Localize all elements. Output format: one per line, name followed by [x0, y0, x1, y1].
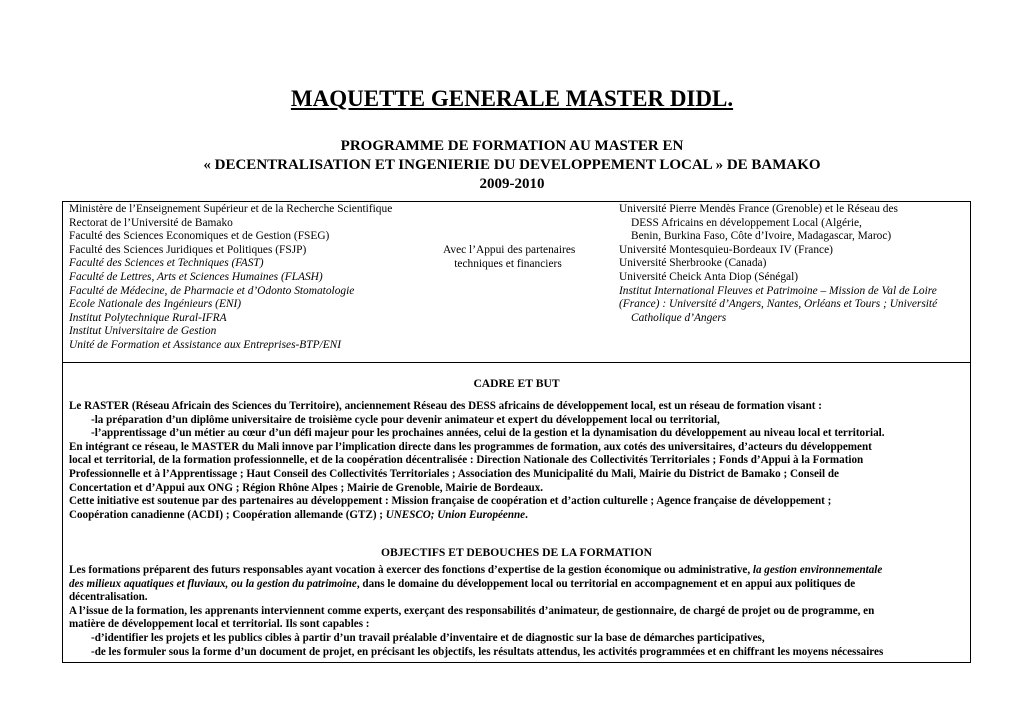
partner-item: (France) : Université d’Angers, Nantes, Orléans et Tours ; Université	[619, 298, 938, 311]
subtitle-line-2: « DECENTRALISATION ET INGENIERIE DU DEVELOPPEMENT LOCAL » DE BAMAKO	[203, 157, 821, 173]
partner-item: Université Pierre Mendès France (Grenoble) et le Réseau des	[619, 203, 898, 215]
partners-table	[62, 201, 971, 363]
content-section	[62, 362, 971, 663]
partner-item: Faculté des Sciences Economiques et de Gestion (FSEG)	[69, 230, 330, 243]
text-line: matière de développement local et territorial. Ils sont capables :	[69, 618, 370, 631]
text-line	[69, 509, 885, 523]
partner-item: Catholique d’Angers	[631, 311, 727, 324]
cadre-heading: CADRE ET BUT	[473, 377, 560, 390]
text-span: , dans le domaine du développement local ou territorial en accompagnement et en appui aux politiques de	[356, 577, 856, 590]
support-label: techniques et financiers	[454, 257, 562, 270]
text-line	[69, 578, 883, 592]
subtitle-year: 2009-2010	[479, 176, 545, 192]
text-line: -de les formuler sous la forme d’un document de projet, en précisant les objectifs, les résultats attendus, les activités programmées et en chiffrant les moyens nécessaires	[91, 645, 884, 658]
text-span-italic: UNESCO; Union Européenne	[385, 508, 526, 521]
partners-middle-column	[443, 244, 576, 271]
partner-item: Institut Polytechnique Rural-IFRA	[69, 311, 227, 324]
text-span: Les formations préparent des futurs responsables ayant vocation à exercer des fonctions d’expertise de la gestion économique ou administrative,	[69, 564, 753, 576]
text-line: Le RASTER (Réseau Africain des Sciences du Territoire), anciennement Réseau des DESS africains de développement local, est un réseau de formation visant :	[69, 400, 822, 412]
partner-item: Ecole Nationale des Ingénieurs (ENI)	[69, 298, 242, 311]
partners-left-column	[69, 203, 392, 353]
text-line: Professionnelle et à l’Apprentissage ; Haut Conseil des Collectivités Territoriales ; Association des Municipalité du Mali, Mairie du District de Bamako ; Conseil de	[69, 467, 839, 480]
partners-right-column	[619, 203, 937, 325]
partner-item: Rectorat de l’Université de Bamako	[69, 216, 233, 229]
text-line: Concertation et d’Appui aux ONG ; Région Rhône Alpes ; Mairie de Grenoble, Mairie de Bordeaux.	[69, 481, 544, 494]
text-line: A l’issue de la formation, les apprenants interviennent comme experts, exerçant des responsabilités d’animateur, de gestionnaire, de chargé de projet ou de programme, en	[69, 604, 875, 617]
text-line: -l’apprentissage d’un métier au cœur d’un défi majeur pour les prochaines années, celui de la gestion et la dynamisation du développement au niveau local et territorial.	[91, 427, 885, 440]
text-line: Cette initiative est soutenue par des partenaires au développement : Mission française de coopération et d’action culturelle ; Agence française de développement ;	[69, 495, 832, 508]
partner-item: DESS Africains en développement Local (Algérie,	[631, 216, 862, 229]
partner-item: Institut Universitaire de Gestion	[69, 325, 217, 338]
support-label: Avec l’Appui des partenaires	[443, 244, 576, 256]
objectifs-paragraph	[63, 564, 889, 659]
cadre-paragraph	[63, 400, 891, 522]
text-span-italic: des milieux aquatiques et fluviaux, ou la gestion du patrimoine	[69, 577, 357, 590]
partner-item: Université Montesquieu-Bordeaux IV (France)	[619, 243, 833, 256]
subtitle-line-1: PROGRAMME DE FORMATION AU MASTER EN	[340, 138, 684, 154]
text-line: En intégrant ce réseau, le MASTER du Mali innove par l’implication directe dans les programmes de formation, aux cotés des universitaires, d’acteurs du développement	[69, 440, 872, 453]
partner-item: Ministère de l’Enseignement Supérieur et de la Recherche Scientifique	[69, 203, 393, 215]
partner-item: Faculté de Médecine, de Pharmacie et d’Odonto Stomatologie	[69, 284, 355, 297]
text-line: local et territorial, de la formation professionnelle, et de la coopération décentralisée : Direction Nationale des Collectivités Territoriales ; Fonds d’Appui à la Formation	[69, 454, 864, 467]
text-span-italic: la gestion environnementale	[752, 564, 883, 576]
text-line: -la préparation d’un diplôme universitaire de troisième cycle pour devenir animateur et expert du développement local ou territorial,	[91, 413, 720, 426]
text-line: -d’identifier les projets et les publics cibles à partir d’un travail préalable d’inventaire et de diagnostic sur la base de démarches participatives,	[91, 631, 765, 644]
partner-item: Benin, Burkina Faso, Côte d’Ivoire, Madagascar, Maroc)	[631, 230, 892, 243]
partner-item: Université Sherbrooke (Canada)	[619, 257, 767, 270]
partner-item: Faculté des Sciences et Techniques (FAST)	[69, 257, 264, 270]
document-title: MAQUETTE GENERALE MASTER DIDL.	[290, 86, 734, 111]
partner-item: Faculté des Sciences Juridiques et Politiques (FSJP)	[69, 243, 307, 256]
partner-item: Université Cheick Anta Diop (Sénégal)	[619, 270, 799, 283]
text-span: Coopération canadienne (ACDI) ; Coopération allemande (GTZ) ;	[69, 508, 386, 521]
objectifs-heading: OBJECTIFS ET DEBOUCHES DE LA FORMATION	[380, 546, 653, 559]
partner-item: Unité de Formation et Assistance aux Entreprises-BTP/ENI	[69, 338, 342, 351]
partner-item: Institut International Fleuves et Patrimoine – Mission de Val de Loire	[619, 284, 937, 297]
text-line	[69, 564, 883, 578]
text-span: .	[525, 508, 528, 521]
text-line: décentralisation.	[69, 591, 148, 604]
partner-item: Faculté de Lettres, Arts et Sciences Humaines (FLASH)	[69, 270, 323, 283]
